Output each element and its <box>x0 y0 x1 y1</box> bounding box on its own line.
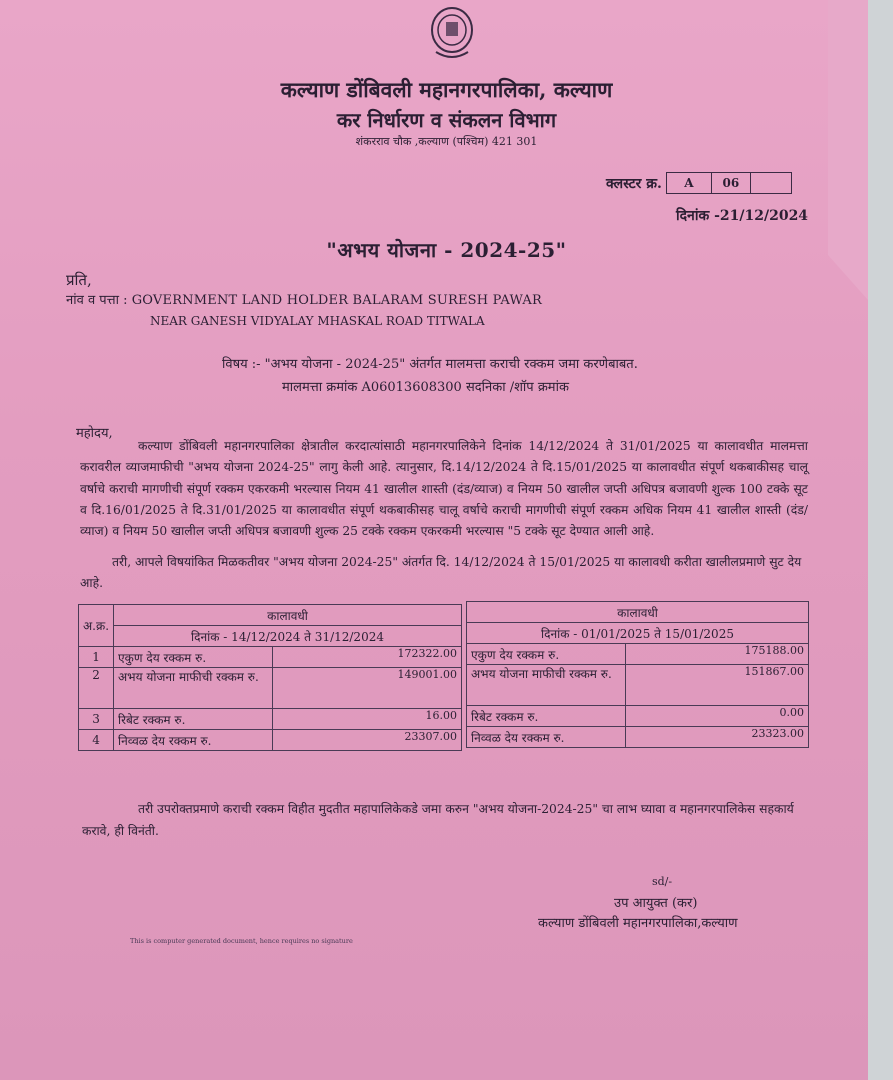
period-header: कालावधी <box>467 602 809 623</box>
table-row <box>79 647 462 668</box>
department-name: कर निर्धारण व संकलन विभाग <box>336 108 557 132</box>
closing-paragraph <box>82 798 812 842</box>
table-row <box>467 665 809 706</box>
recipient-address: NEAR GANESH VIDYALAY MHASKAL ROAD TITWALA <box>150 314 485 328</box>
table-row <box>79 709 462 730</box>
signatory-designation: उप आयुक्त (कर) <box>614 896 698 911</box>
amount-cell: 23307.00 <box>273 730 462 751</box>
amount-cell: 16.00 <box>273 709 462 730</box>
table-row <box>79 730 462 751</box>
period-header: कालावधी <box>114 605 462 626</box>
amount-cell: 23323.00 <box>626 727 809 748</box>
label-cell: एकुण देय रक्कम रु. <box>467 644 626 665</box>
amount-cell: 149001.00 <box>273 668 462 709</box>
amount-cell: 175188.00 <box>626 644 809 665</box>
label-cell: निव्वळ देय रक्कम रु. <box>114 730 273 751</box>
label-cell: एकुण देय रक्कम रु. <box>114 647 273 668</box>
sr-cell: 2 <box>79 668 114 709</box>
property-number-line: मालमत्ता क्रमांक A06013608300 सदनिका /शॉप क्रमांक <box>282 380 569 395</box>
label-cell: रिबेट रक्कम रु. <box>467 706 626 727</box>
cluster-num: 06 <box>712 172 751 194</box>
computer-generated-note: This is computer generated document, hence requires no signature <box>130 937 353 945</box>
table-period-2 <box>466 601 809 748</box>
scheme-title: "अभय योजना - 2024-25" <box>326 238 567 262</box>
signatory-org: कल्याण डोंबिवली महानगरपालिका,कल्याण <box>538 916 738 931</box>
table-period-1 <box>78 604 462 751</box>
name-address-label: नांव व पत्ता : <box>66 293 128 308</box>
table-row <box>467 706 809 727</box>
table-row <box>467 727 809 748</box>
corporation-emblem-icon <box>428 4 476 64</box>
letter-date: दिनांक -21/12/2024 <box>676 208 809 224</box>
body-paragraph <box>80 436 808 542</box>
body-paragraph-2-text: तरी, आपले विषयांकित मिळकतीवर "अभय योजना 2024-25" अंतर्गत दि. 14/12/2024 ते 15/01/2025 या कालावधी करीता खालीलप्रमाणे सुट देय आहे. <box>80 555 802 591</box>
salutation: महोदय, <box>76 426 113 441</box>
cluster-blank <box>751 172 792 194</box>
subject-line: विषय :- "अभय योजना - 2024-25" अंतर्गत मालमत्ता कराची रक्कम जमा करणेबाबत. <box>222 357 638 372</box>
recipient-name: GOVERNMENT LAND HOLDER BALARAM SURESH PAWAR <box>131 293 542 308</box>
amount-cell: 172322.00 <box>273 647 462 668</box>
sr-cell: 1 <box>79 647 114 668</box>
to-label: प्रति, <box>66 271 92 289</box>
cluster-code: A <box>666 172 712 194</box>
org-name: कल्याण डोंबिवली महानगरपालिका, कल्याण <box>280 77 613 102</box>
amount-cell: 151867.00 <box>626 665 809 706</box>
signed-mark: sd/- <box>652 875 673 888</box>
label-cell: रिबेट रक्कम रु. <box>114 709 273 730</box>
label-cell: अभय योजना माफीची रक्कम रु. <box>114 668 273 709</box>
sr-header: अ.क्र. <box>79 605 114 647</box>
table-row <box>79 668 462 709</box>
label-cell: अभय योजना माफीची रक्कम रु. <box>467 665 626 706</box>
body-paragraph-2 <box>80 552 808 595</box>
sr-cell: 4 <box>79 730 114 751</box>
label-cell: निव्वळ देय रक्कम रु. <box>467 727 626 748</box>
recipient-line1 <box>66 290 542 308</box>
closing-text: तरी उपरोक्तप्रमाणे कराची रक्कम विहीत मुदतीत महापालिकेकडे जमा करुन "अभय योजना-2024-25" चा लाभ घ्यावा व महानगरपालिकेस सहकार्य करावे, ही विनंती. <box>82 802 794 838</box>
cluster-label: क्लस्टर क्र. <box>606 175 662 192</box>
amount-cell: 0.00 <box>626 706 809 727</box>
period-dates: दिनांक - 01/01/2025 ते 15/01/2025 <box>467 623 809 644</box>
table-row <box>467 644 809 665</box>
body-paragraph-text: कल्याण डोंबिवली महानगरपालिका क्षेत्रातील करदात्यांसाठी महानगरपालिकेने दिनांक 14/12/2024 ते 31/01/2025 या कालावधीत मालमत्ता करावरील व्याजमाफीची "अभय योजना 2024-25" लागु केली आहे. त्यानुसार, दि.14/12/2024 ते दि.15/01/2025 या कालावधीत संपूर्ण थकबाकीसह चालू वर्षाचे कराची मागणीची संपूर्ण रक्कम एकरकमी भरल्यास नियम 41 खालील शास्ती (दंड/व्याज) व नियम 50 खालील जप्ती अधिपत्र बजावणी शुल्क 100 टक्के सूट व दि.16/01/2025 ते दि.31/01/2025 या कालावधीत संपूर्ण थकबाकीसह चालू वर्षाचे कराची मागणीची संपूर्ण रक्कम अधिक नियम 41 खालील शास्ती (दंड/व्याज) व नियम 50 खालील जप्ती अधिपत्र बजावणी शुल्क 25 टक्के रक्कम एकरकमी भरल्यास "5 टक्के सूट देण्यात आली आहे. <box>80 439 808 539</box>
period-dates: दिनांक - 14/12/2024 ते 31/12/2024 <box>114 626 462 647</box>
sr-cell: 3 <box>79 709 114 730</box>
org-address: शंकरराव चौक ,कल्याण (पश्चिम) 421 301 <box>355 135 538 148</box>
cluster-number <box>606 172 792 194</box>
